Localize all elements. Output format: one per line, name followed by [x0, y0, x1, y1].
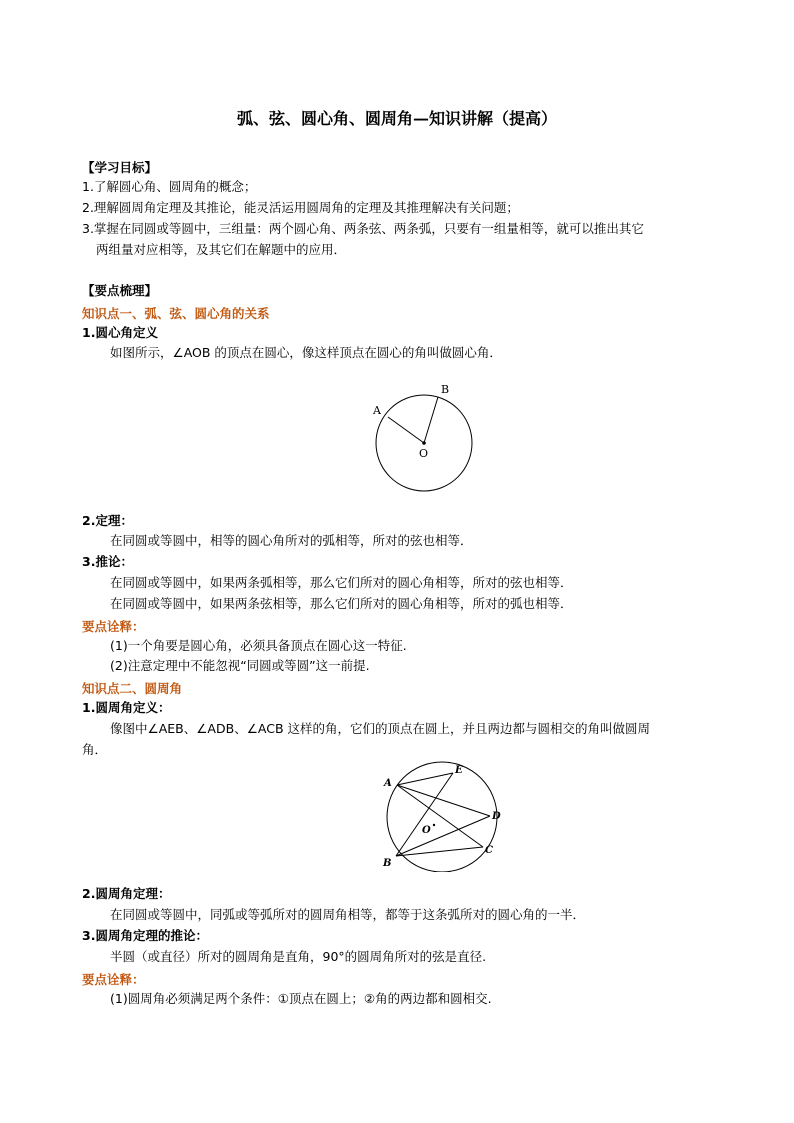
- kp2-def-text-1: 像图中∠AEB、∠ADB、∠ACB 这样的角，它们的顶点在圆上，并且两边都与圆相交的角叫做圆周: [110, 721, 651, 736]
- kp1-theorem-text: 在同圆或等圆中，相等的圆心角所对的弧相等，所对的弦也相等．: [110, 533, 473, 548]
- label-a: A: [384, 778, 392, 789]
- kp1-theorem-heading: 2.定理：: [82, 513, 133, 528]
- goal-item-3-cont: 两组量对应相等，及其它们在解题中的应用．: [96, 242, 347, 257]
- kp2-def-heading: 1.圆周角定义：: [82, 700, 171, 715]
- kp2-corollary-text: 半圆（或直径）所对的圆周角是直角，90°的圆周角所对的弦是直径.: [110, 949, 487, 964]
- label-a: A: [373, 404, 381, 417]
- inscribed-angle-figure: [374, 760, 514, 872]
- kp2-note-1: (1)圆周角必须满足两个条件：①顶点在圆上；②角的两边都和圆相交.: [110, 991, 492, 1006]
- kp2-notes-heading: 要点诠释：: [82, 972, 145, 987]
- kp2-def-text-2: 角．: [82, 742, 108, 757]
- kp2-corollary-heading: 3.圆周角定理的推论：: [82, 928, 208, 943]
- label-o: O: [422, 825, 431, 836]
- label-c: C: [485, 845, 493, 856]
- goal-item-3: 3.掌握在同圆或等圆中，三组量：两个圆心角、两条弦、两条弧，只要有一组量相等，就可以推出其它: [82, 221, 644, 236]
- kp2-heading: 知识点二、圆周角: [82, 681, 183, 696]
- central-angle-figure: [365, 378, 485, 498]
- kp1-corollary-2: 在同圆或等圆中，如果两条弦相等，那么它们所对的圆心角相等，所对的弧也相等．: [110, 596, 573, 611]
- label-b: B: [383, 858, 392, 869]
- page-title: 弧、弦、圆心角、圆周角—知识讲解（提高）: [236, 109, 557, 128]
- goal-item-2: 2.理解圆周角定理及其推论，能灵活运用圆周角的定理及其推理解决有关问题；: [82, 200, 519, 215]
- kp1-corollary-heading: 3.推论：: [82, 554, 133, 569]
- kp1-corollary-1: 在同圆或等圆中，如果两条弧相等，那么它们所对的圆心角相等，所对的弦也相等．: [110, 575, 573, 590]
- kp1-def-text: 如图所示，∠AOB 的顶点在圆心，像这样顶点在圆心的角叫做圆心角．: [110, 345, 502, 360]
- goals-heading: 【学习目标】: [82, 160, 158, 175]
- label-b: B: [441, 383, 450, 396]
- kp2-theorem-heading: 2.圆周角定理：: [82, 886, 171, 901]
- goal-item-1: 1.了解圆心角、圆周角的概念；: [82, 179, 257, 194]
- kp2-theorem-text: 在同圆或等圆中，同弧或等弧所对的圆周角相等，都等于这条弧所对的圆心角的一半．: [110, 907, 586, 922]
- kp1-note-2: (2)注意定理中不能忽视“同圆或等圆”这一前提.: [110, 658, 370, 673]
- label-d: D: [492, 811, 501, 822]
- points-heading: 【要点梳理】: [82, 283, 158, 298]
- kp1-def-heading: 1.圆心角定义: [82, 325, 158, 340]
- label-o: O: [419, 447, 429, 460]
- label-e: E: [455, 765, 463, 776]
- kp1-heading: 知识点一、弧、弦、圆心角的关系: [82, 306, 270, 321]
- kp1-notes-heading: 要点诠释：: [82, 619, 145, 634]
- kp1-note-1: (1)一个角要是圆心角，必须具备顶点在圆心这一特征.: [110, 638, 407, 653]
